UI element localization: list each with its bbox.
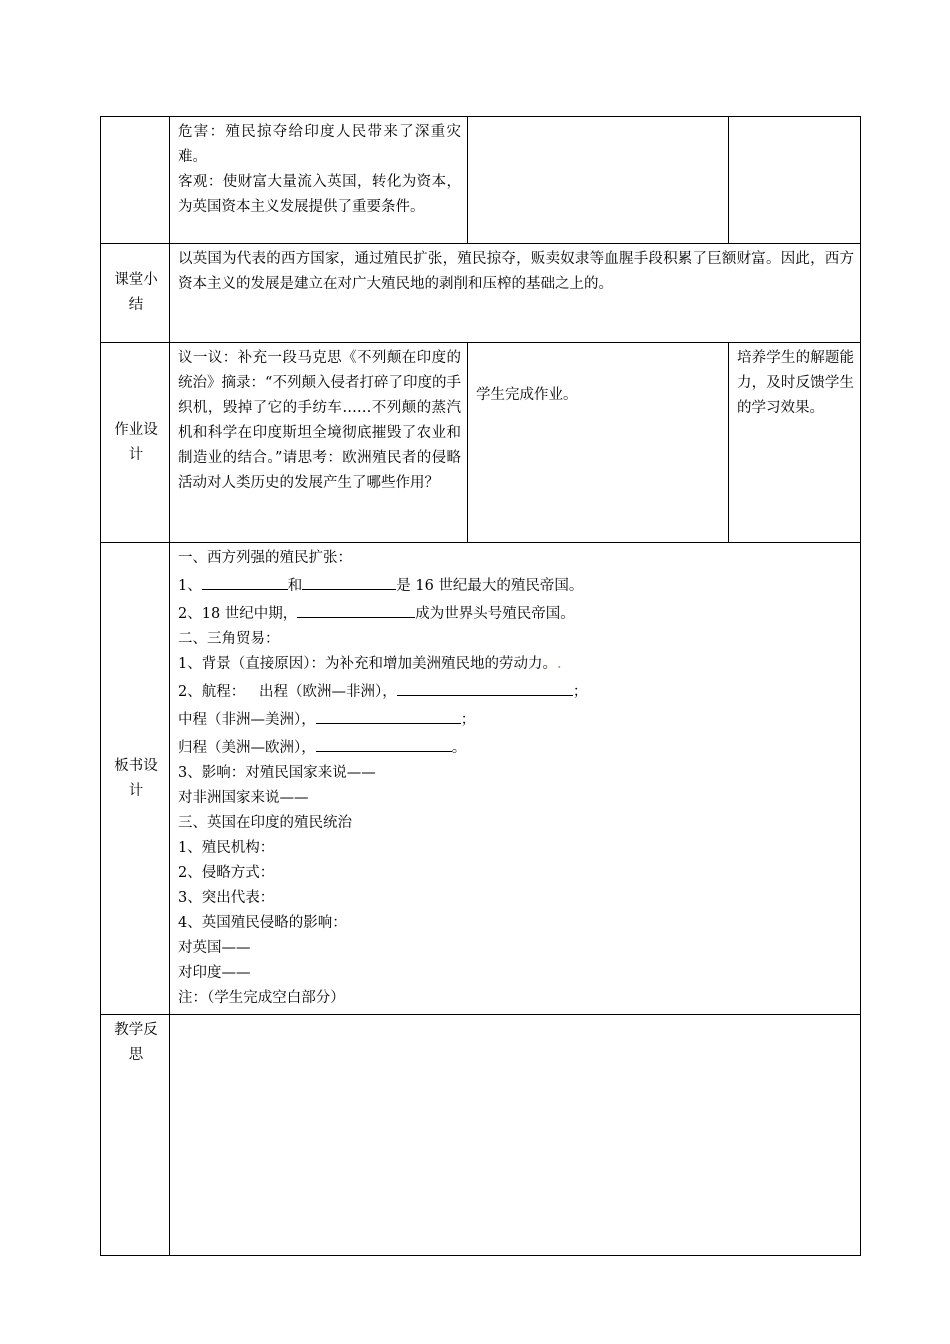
board-s2-line1: 1、背景（直接原因）：为补充和增加美洲殖民地的劳动力。. <box>178 656 562 672</box>
board-s1-title: 一、西方列强的殖民扩张： <box>178 550 352 566</box>
board-s3-title: 三、英国在印度的殖民统治 <box>178 815 352 831</box>
board-s3-line5: 对英国—— <box>178 940 251 956</box>
row-summary <box>101 244 861 343</box>
homework-activity-text: 学生完成作业。 <box>476 387 578 403</box>
blank-2 <box>302 571 396 590</box>
reflection-label: 教学反思 <box>101 1015 170 1256</box>
homework-content: 议一议：补充一段马克思《不列颠在印度的统治》摘录：“不列颠入侵者打碎了印度的手织机，毁掉了它的手纺车……不列颠的蒸汽机和科学在印度斯坦全境彻底摧毁了农业和制造业的结合。”请思考：欧洲殖民者的侵略活动对人类历史的发展产生了哪些作用？ <box>170 343 468 543</box>
board-s2-title: 二、三角贸易： <box>178 631 280 647</box>
impact-objective: 客观：使财富大量流入英国，转化为资本，为英国资本主义发展提供了重要条件。 <box>178 174 461 215</box>
homework-label: 作业设计 <box>101 343 170 543</box>
row-impact-content <box>170 117 468 244</box>
board-s1-line1: 1、 和 是 16 世纪最大的殖民帝国。 <box>178 571 854 599</box>
row-impact-activity <box>468 117 729 244</box>
row-reflection <box>101 1015 861 1256</box>
homework-intent: 培养学生的解题能力，及时反馈学生的学习效果。 <box>729 343 861 543</box>
board-s3-line2: 2、侵略方式： <box>178 865 275 881</box>
board-s2-line3: 中程（非洲—美洲）， ； <box>178 705 854 733</box>
board-note: 注：（学生完成空白部分） <box>178 990 345 1006</box>
row-impact-intent <box>729 117 861 244</box>
board-s2-line2: 2、航程： 出程（欧洲—非洲）， ； <box>178 677 854 705</box>
board-s1-line2: 2、18 世纪中期， 成为世界头号殖民帝国。 <box>178 599 854 627</box>
board-s3-line6: 对印度—— <box>178 965 251 981</box>
board-s2-line5: 3、影响：对殖民国家来说—— <box>178 765 376 781</box>
blank-5 <box>316 705 461 724</box>
board-s3-line3: 3、突出代表： <box>178 890 275 906</box>
homework-student-activity <box>468 343 729 543</box>
blank-4 <box>397 677 573 696</box>
board-s3-line4: 4、英国殖民侵略的影响： <box>178 915 347 931</box>
summary-label: 课堂小结 <box>101 244 170 343</box>
row-board <box>101 543 861 1015</box>
board-s3-line1: 1、殖民机构： <box>178 840 275 856</box>
summary-text: 以英国为代表的西方国家，通过殖民扩张，殖民掠夺，贩卖奴隶等血腥手段积累了巨额财富。因此，西方资本主义的发展是建立在对广大殖民地的剥削和压榨的基础之上的。 <box>170 244 861 343</box>
board-content <box>170 543 861 1015</box>
blank-3 <box>297 599 415 618</box>
blank-1 <box>202 571 288 590</box>
row-impact-label <box>101 117 170 244</box>
blank-6 <box>316 733 452 752</box>
lesson-plan-table <box>100 116 861 1256</box>
board-label: 板书设计 <box>101 543 170 1015</box>
reflection-content <box>170 1015 861 1256</box>
board-s2-line4: 归程（美洲—欧洲）， 。 <box>178 733 854 761</box>
stray-dot: . <box>556 656 562 672</box>
impact-harm: 危害：殖民掠夺给印度人民带来了深重灾难。 <box>178 124 461 165</box>
row-impact <box>101 117 861 244</box>
board-s2-line6: 对非洲国家来说—— <box>178 790 309 806</box>
row-homework <box>101 343 861 543</box>
